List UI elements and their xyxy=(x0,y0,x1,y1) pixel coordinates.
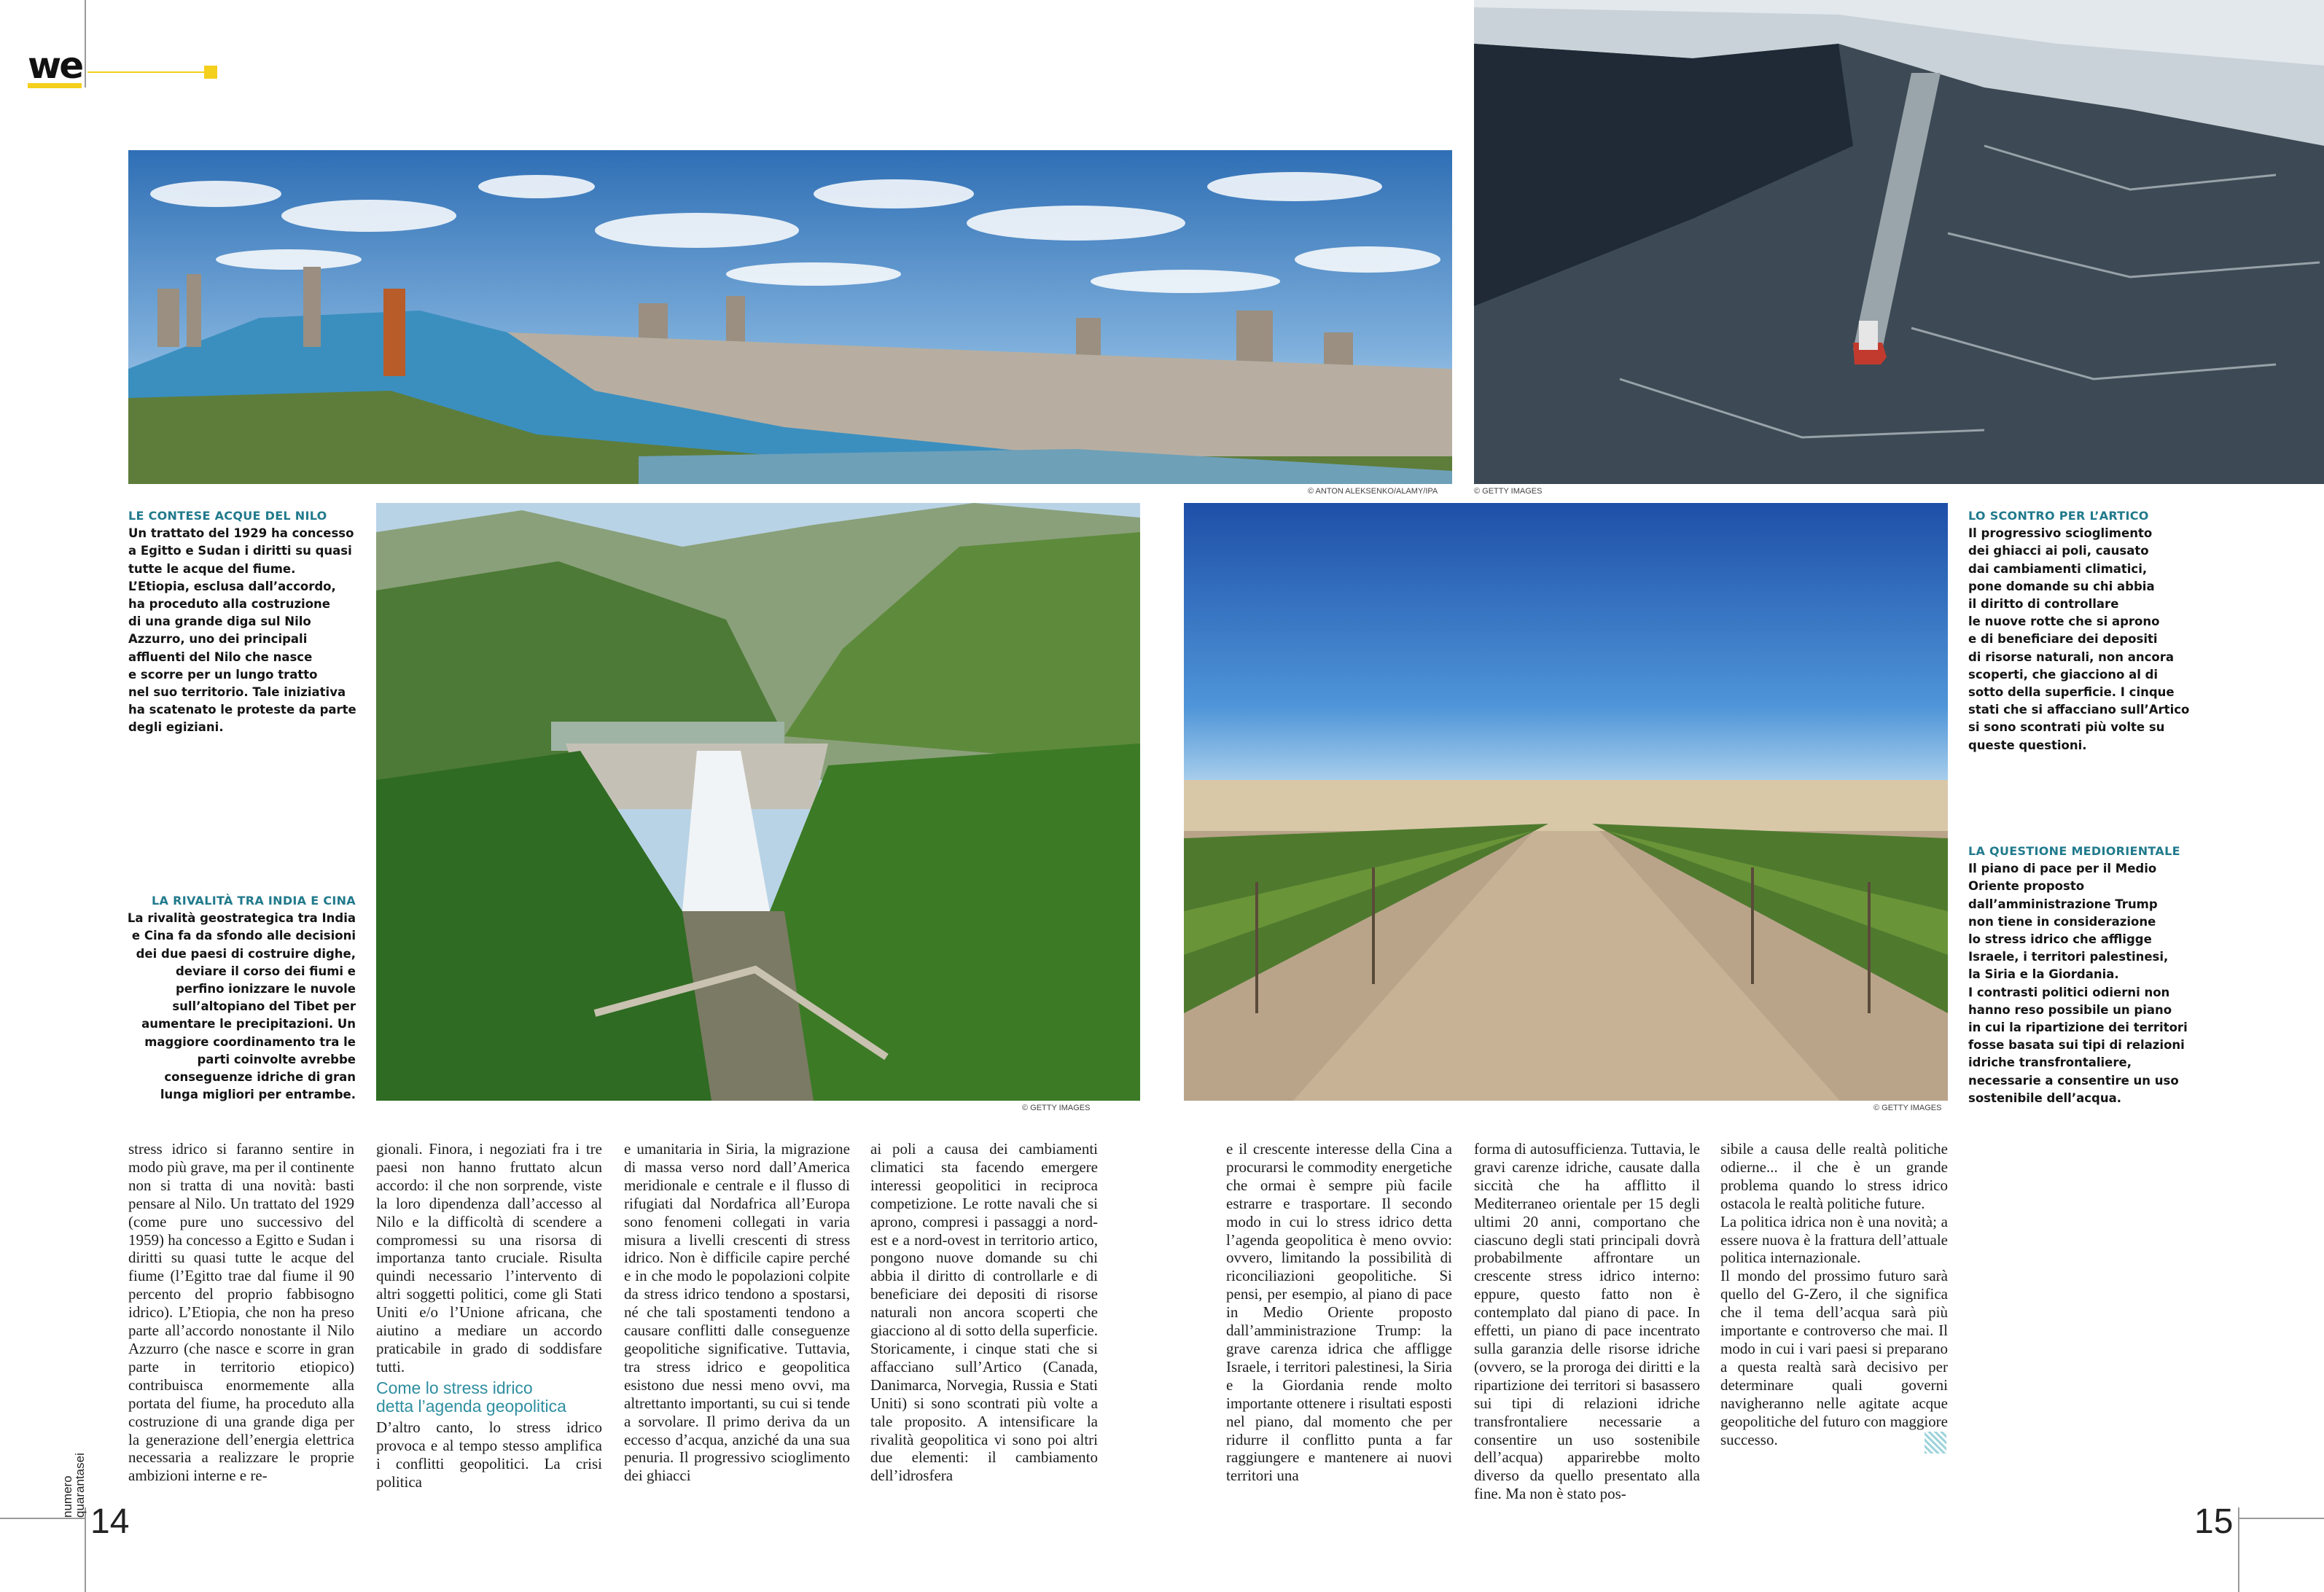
caption-mideast xyxy=(1968,843,2216,1107)
caption-line: necessarie a consentire un uso xyxy=(1968,1073,2179,1088)
crop-mark-right-h xyxy=(2239,1518,2324,1519)
crop-mark-left-h xyxy=(0,1518,85,1519)
body-paragraph: La politica idrica non è una novità; a essere nuova è la frattura dell’attuale politica internazionale. xyxy=(1720,1212,1948,1267)
caption-line: nel suo territorio. Tale iniziativa xyxy=(128,685,346,700)
body-paragraph: forma di autosufficienza. Tuttavia, le gravi carenze idriche, causate dalla siccità che ha afflitto il Mediterraneo orientale per 15 degli ultimi 20 anni, comportano che ciascuno degli stati principali dovrà probabilmente affrontare un crescente stress idrico interno: eppure, questo fatto non è contemplato dal piano di pace. In effetti, un piano di pace incentrato sulla garanzia delle risorse idriche (ovvero, se la proroga dei diritti e la ripartizione dei territori si basassero sui tipi di relazioni idriche transfrontaliere necessarie a consentire un uso sostenibile dell’acqua) apparirebbe molto diverso da quello presentato alla fine. Ma non è stato pos- xyxy=(1474,1140,1700,1503)
caption-line: di una grande diga sul Nilo xyxy=(128,614,311,629)
body-paragraph: D’altro canto, lo stress idrico provoca e al tempo stesso amplifica i conflitti geopolitici. La crisi politica xyxy=(376,1418,602,1491)
caption-line: si sono scontrati più volte su xyxy=(1968,720,2165,735)
caption-line: degli egiziani. xyxy=(128,720,224,735)
caption-line: Azzurro, uno dei principali xyxy=(128,632,308,647)
body-paragraph: e il crescente interesse della Cina a procurarsi le commodity energetiche che ormai è sempre più facile estrarre e trasportare. Il secondo modo in cui lo stress idrico detta l’agenda geopolitica è meno ovvio: ovvero, limitando la possibilità di riconciliazioni geopolitiche. Si pensi, per esempio, al piano di pace in Medio Oriente proposto dall’amministrazione Trump: la grave carenza idrica che affligge Israele, i territori palestinesi, la Siria e la Giordania rende molto importante ottenere i risultati esposti nel piano, dal momento che per ridurre il conflitto punta a far raggiungere e mantenere ai nuovi territori una xyxy=(1226,1140,1452,1485)
caption-line: affluenti del Nilo che nasce xyxy=(128,649,313,664)
body-column-1 xyxy=(128,1140,354,1485)
caption-line: dei due paesi di costruire dighe, xyxy=(136,946,356,961)
caption-line: fosse basata sui tipi di relazioni xyxy=(1968,1038,2185,1053)
caption-line: ha proceduto alla costruzione xyxy=(128,597,330,612)
caption-line: dai cambiamenti climatici, xyxy=(1968,561,2148,576)
caption-line: Israele, i territori palestinesi, xyxy=(1968,950,2169,964)
section-subheading xyxy=(376,1379,602,1416)
caption-line: aumentare le precipitazioni. Un xyxy=(141,1017,356,1031)
body-paragraph: gionali. Finora, i negoziati fra i tre paesi non hanno fruttato alcun accordo: il che non sorprende, viste la loro dipendenza dall’accesso al Nilo e la difficoltà di scendere a compromessi su una risorsa di importanza tanto cruciale. Risulta quindi necessario l’intervento di altri soggetti politici, come gli Stati Uniti e/o l’Unione africana, che aiutino a mediare un accordo praticabile in grado di soddisfare tutti. xyxy=(376,1140,602,1376)
icebreaker-photo xyxy=(1474,0,2324,484)
issue-label-line-1: numero xyxy=(61,1475,74,1518)
caption-line: conseguenze idriche di gran xyxy=(164,1070,356,1085)
caption-line: I contrasti politici odierni non xyxy=(1968,985,2170,999)
caption-arctic-heading: LO SCONTRO PER L’ARTICO xyxy=(1968,509,2149,523)
caption-line: in cui la ripartizione dei territori xyxy=(1968,1021,2188,1035)
photo-credit-cairo: © ANTON ALEKSENKO/ALAMY/IPA xyxy=(1308,487,1438,496)
caption-line: Oriente proposto xyxy=(1968,879,2085,894)
caption-nile xyxy=(128,507,362,737)
caption-line: La rivalità geostrategica tra India xyxy=(127,911,356,926)
logo-rule xyxy=(87,71,211,73)
caption-line: queste questioni. xyxy=(1968,738,2087,752)
body-paragraph: ai poli a causa dei cambiamenti climatici sta facendo emergere interessi geopolitici in reciproca competizione. Le rotte navali che si aprono, compresi i passaggi a nord-est e a nord-ovest in territorio artico, pongono nuove domande su chi abbia il diritto di controllarle e di beneficiare dei depositi di risorse naturali non ancora scoperti che giacciono al di sotto della superficie. Storicamente, i cinque stati che si affacciano sull’Artico (Canada, Danimarca, Norvegia, Russia e Stati Uniti) si sono scontrati più volte a tale proposito. A intensificare la rivalità geopolitica vi sono poi altri due elementi: il cambiamento dell’idrosfera xyxy=(870,1140,1098,1485)
caption-line: maggiore coordinamento tra le xyxy=(144,1034,356,1049)
caption-line: Il piano di pace per il Medio xyxy=(1968,862,2157,876)
caption-line: L’Etiopia, esclusa dall’accordo, xyxy=(128,579,336,593)
caption-india-china xyxy=(121,892,356,1104)
caption-line: pone domande su chi abbia xyxy=(1968,579,2155,593)
body-paragraph: stress idrico si faranno sentire in modo più grave, ma per il continente non si tratta di una novità: basti pensare al Nilo. Un trattato del 1929 (come pure uno successivo del 1959) ha concesso a Egitto e Sudan i diritti su quasi tutte le acque del fiume (l’Egitto trae dal fiume il 90 percento del proprio fabbisogno idrico). L’Etiopia, che non ha preso parte all’accordo nonostante il Nilo Azzurro (che nasce e scorre in gran parte in territorio etiopico) contribuisca enormemente alla portata del fiume, ha proceduto alla costruzione di una grande diga per la generazione dell’energia elettrica necessaria a realizzare le proprie ambizioni interne e re- xyxy=(128,1140,354,1485)
body-column-7 xyxy=(1720,1140,1948,1448)
caption-line: sotto della superficie. I cinque xyxy=(1968,685,2175,700)
magazine-logo: we xyxy=(28,44,82,87)
caption-line: ha scatenato le proteste da parte xyxy=(128,703,356,717)
caption-line: non tiene in considerazione xyxy=(1968,914,2156,929)
caption-mideast-heading: LA QUESTIONE MEDIORIENTALE xyxy=(1968,844,2180,858)
crop-mark-bottom-left xyxy=(85,1507,86,1592)
caption-line: sull’altopiano del Tibet per xyxy=(172,999,356,1014)
caption-line: di risorse naturali, non ancora xyxy=(1968,649,2175,664)
crop-mark-top-left xyxy=(85,0,86,87)
caption-line: lo stress idrico che affligge xyxy=(1968,932,2152,947)
caption-line: e Cina fa da sfondo alle decisioni xyxy=(131,929,356,943)
photo-credit-icebreaker: © GETTY IMAGES xyxy=(1474,487,1543,496)
body-column-5 xyxy=(1226,1140,1452,1485)
page-number-right: 15 xyxy=(2194,1502,2234,1541)
photo-credit-vineyard: © GETTY IMAGES xyxy=(1873,1104,1942,1112)
dam-valley-photo xyxy=(376,503,1140,1101)
end-of-article-mark xyxy=(1925,1432,1946,1454)
vineyard-photo xyxy=(1184,503,1948,1101)
caption-india-heading: LA RIVALITÀ TRA INDIA E CINA xyxy=(152,894,356,908)
caption-line: le nuove rotte che si aprono xyxy=(1968,614,2160,629)
caption-arctic xyxy=(1968,507,2216,754)
caption-line: tutte le acque del fiume. xyxy=(128,561,296,576)
page-number-left: 14 xyxy=(90,1502,130,1541)
caption-line: sostenibile dell’acqua. xyxy=(1968,1090,2121,1105)
caption-line: e di beneficiare dei depositi xyxy=(1968,632,2158,647)
body-paragraph: e umanitaria in Siria, la migrazione di massa verso nord dall’America meridionale e centrale e il flusso di rifugiati dal Nordafrica all’Europa sono fenomeni collegati in varia misura a livelli crescenti di stress idrico. Non è difficile capire perché e in che modo le popolazioni colpite da stress idrico tendono a spostarsi, né che tali spostamenti tendono a causare conflitti dalle conseguenze geopolitiche significative. Tuttavia, tra stress idrico e geopolitica esistono due nessi meno ovvi, ma altrettanto importanti, su cui si tende a sorvolare. Il primo deriva da un eccesso d’acqua, anziché da una sua penuria. Il progressivo scioglimento dei ghiacci xyxy=(624,1140,850,1485)
logo-square xyxy=(204,66,217,79)
issue-label xyxy=(61,1453,86,1518)
caption-line: la Siria e la Giordania. xyxy=(1968,967,2119,982)
crop-mark-bottom-right xyxy=(2238,1507,2239,1592)
subheading-line-2: detta l’agenda geopolitica xyxy=(376,1396,566,1416)
caption-line: deviare il corso dei fiumi e xyxy=(176,964,356,978)
photo-credit-dam: © GETTY IMAGES xyxy=(1022,1104,1091,1112)
caption-line: stati che si affacciano sull’Artico xyxy=(1968,703,2190,717)
issue-label-line-2: quarantasei xyxy=(73,1453,87,1518)
caption-line: hanno reso possibile un piano xyxy=(1968,1002,2172,1017)
body-column-3 xyxy=(624,1140,850,1485)
caption-nile-heading: LE CONTESE ACQUE DEL NILO xyxy=(128,509,327,523)
caption-line: e scorre per un lungo tratto xyxy=(128,667,318,682)
body-paragraph: Il mondo del prossimo futuro sarà quello del G-Zero, il che significa che il tema dell’acqua sarà più importante e controverso che mai. Il modo in cui i vari paesi si preparano a questa realtà sarà decisivo per determinare quali governi navigheranno nelle agitate acque geopolitiche del futuro con maggiore successo. xyxy=(1720,1267,1948,1448)
caption-line: Il progressivo scioglimento xyxy=(1968,526,2153,541)
caption-line: scoperti, che giacciono al di xyxy=(1968,667,2159,682)
body-column-6 xyxy=(1474,1140,1700,1503)
caption-line: il diritto di controllare xyxy=(1968,597,2119,612)
caption-line: a Egitto e Sudan i diritti su quasi xyxy=(128,544,352,558)
caption-line: dei ghiacci ai poli, causato xyxy=(1968,544,2149,558)
caption-line: dall’amministrazione Trump xyxy=(1968,897,2158,911)
subheading-line-1: Come lo stress idrico xyxy=(376,1378,533,1397)
caption-line: lunga migliori per entrambe. xyxy=(160,1088,356,1102)
body-column-4 xyxy=(870,1140,1098,1485)
cairo-nile-photo xyxy=(128,150,1452,484)
caption-line: parti coinvolte avrebbe xyxy=(197,1052,356,1066)
body-column-2 xyxy=(376,1140,602,1491)
body-paragraph: sibile a causa delle realtà politiche odierne... il che è un grande problema quando lo stress idrico ostacola le realtà politiche future. xyxy=(1720,1140,1948,1212)
caption-line: perfino ionizzare le nuvole xyxy=(175,982,356,996)
caption-line: Un trattato del 1929 ha concesso xyxy=(128,526,354,541)
caption-line: idriche transfrontaliere, xyxy=(1968,1056,2132,1070)
